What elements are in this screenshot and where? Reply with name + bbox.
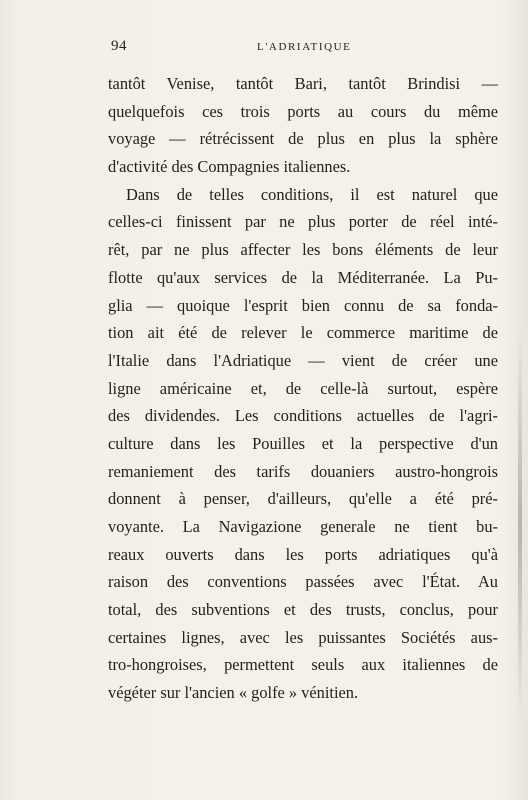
text-line: total, des subventions et des trusts, conclus, pour xyxy=(108,600,498,620)
text-line: tro-hongroises, permettent seuls aux italiennes de xyxy=(108,655,498,675)
text-line: rêt, par ne plus affecter les bons éléments de leur xyxy=(108,240,498,260)
text-line: végéter sur l'ancien « golfe » vénitien. xyxy=(108,683,359,703)
text-line: raison des conventions passées avec l'État. Au xyxy=(108,572,498,592)
text-line: voyage — rétrécissent de plus en plus la sphère xyxy=(108,129,498,149)
page-number: 94 xyxy=(111,38,127,54)
page-edge-shadow xyxy=(518,330,522,720)
text-line: culture dans les Pouilles et la perspective d'un xyxy=(108,433,498,453)
text-line: celles-ci finissent par ne plus porter de réel inté- xyxy=(108,212,498,232)
text-line: des dividendes. Les conditions actuelles de l'agri- xyxy=(108,406,498,426)
text-line: flotte qu'aux services de la Méditerranée. La Pu- xyxy=(108,267,498,287)
text-line: l'Italie dans l'Adriatique — vient de créer une xyxy=(108,350,498,370)
text-line: voyante. La Navigazione generale ne tient bu- xyxy=(108,517,498,536)
text-line: glia — quoique l'esprit bien connu de sa fonda- xyxy=(108,295,498,315)
text-line: remaniement des tarifs douaniers austro-hongrois xyxy=(108,461,498,481)
text-line: tantôt Venise, tantôt Bari, tantôt Brindisi — xyxy=(108,74,498,93)
paragraph-first-line: Dans de telles conditions, il est naturel que xyxy=(126,184,498,204)
text-line: d'activité des Compagnies italiennes. xyxy=(108,157,351,177)
text-line: reaux ouverts dans les ports adriatiques qu'à xyxy=(108,544,498,564)
body-text xyxy=(108,70,498,707)
text-line: quelquefois ces trois ports au cours du même xyxy=(108,101,498,121)
text-line: tion ait été de relever le commerce maritime de xyxy=(108,323,498,343)
running-title: L'ADRIATIQUE xyxy=(257,41,352,53)
text-line: donnent à penser, d'ailleurs, qu'elle a été pré- xyxy=(108,489,498,509)
text-line: certaines lignes, avec les puissantes Sociétés aus- xyxy=(108,627,498,647)
running-head xyxy=(0,36,528,60)
text-line: ligne américaine et, de celle-là surtout, espère xyxy=(108,378,498,398)
